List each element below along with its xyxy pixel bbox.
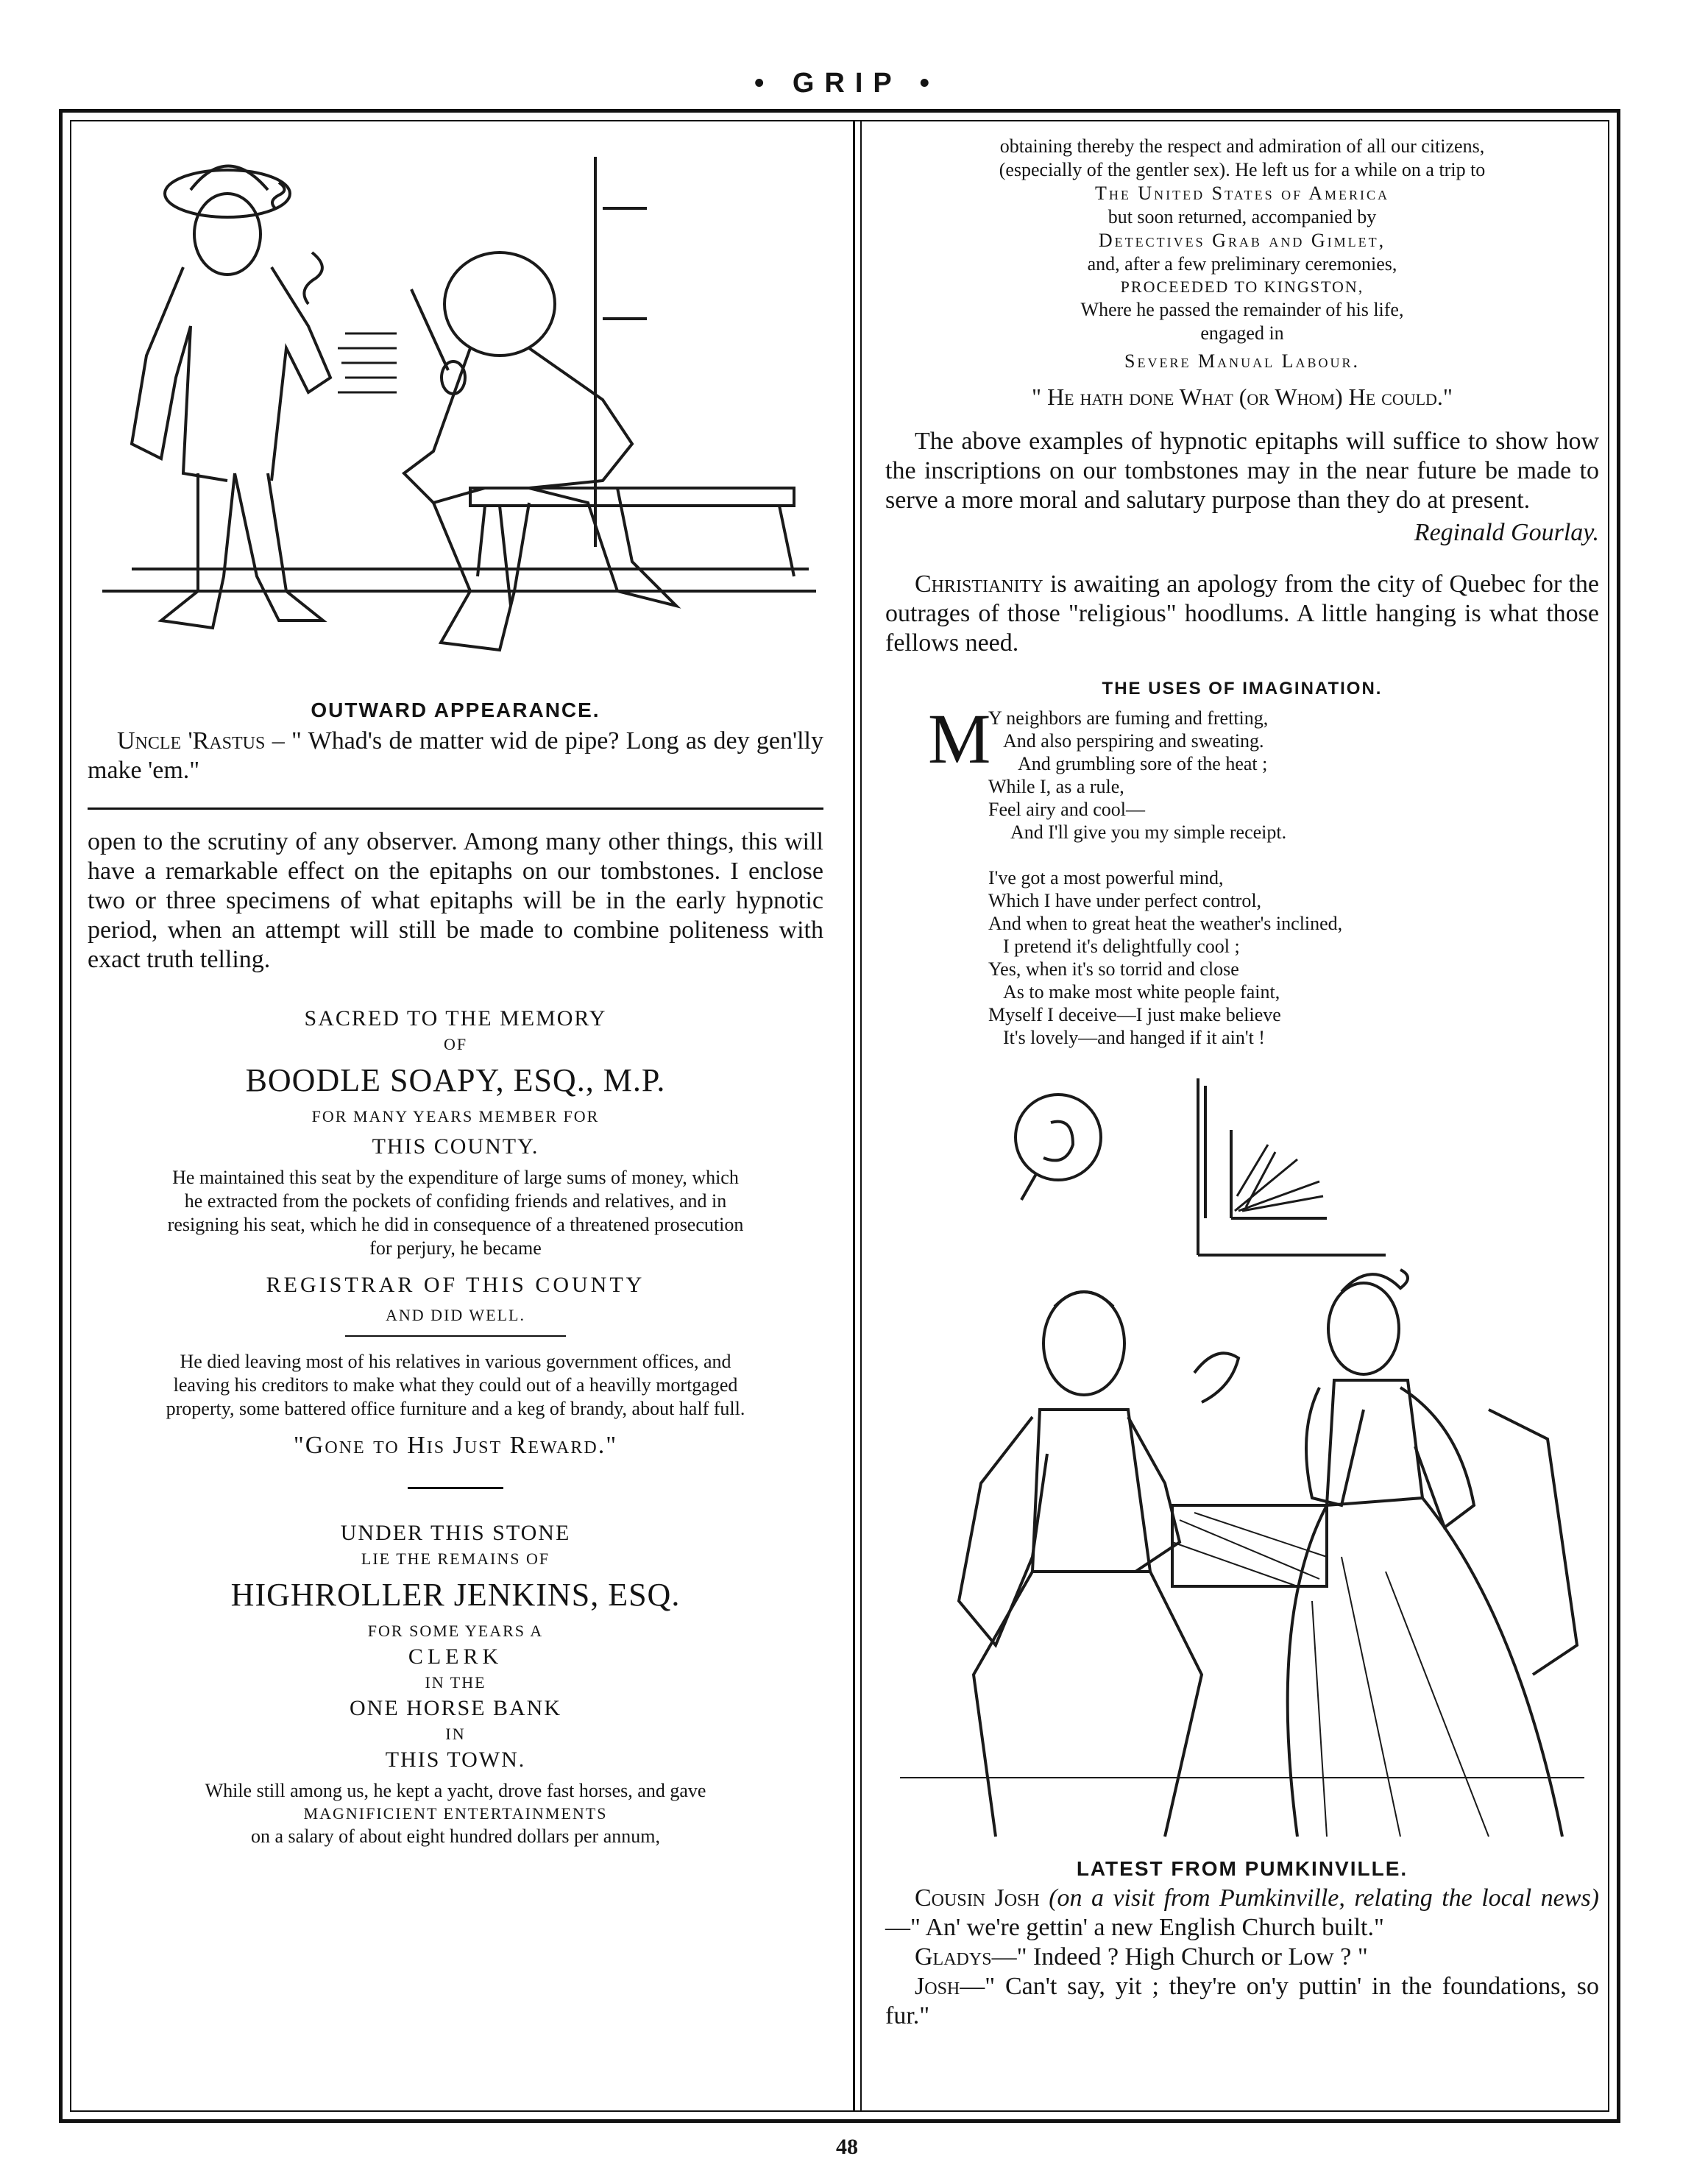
cartoon1-caption-text: – " Whad's de matter wid de pipe? Long as dey gen'lly make 'em." [88,727,824,784]
right-column [885,135,1599,2031]
epitaph1-line: FOR MANY YEARS MEMBER FOR [311,1107,600,1125]
epitaph1-heading: SACRED TO THE MEMORY [304,1006,607,1031]
epitaph2-cont-body: Where he passed the remainder of his life, engaged in [1080,299,1404,344]
epitaph2-line: THIS TOWN. [385,1747,526,1772]
epitaph2-cont-line: Detectives Grab and Gimlet, [1098,230,1386,251]
poem-line: And also perspiring and sweating. [1003,730,1264,752]
cartoon2-title: LATEST FROM PUMKINVILLE. [1076,1857,1408,1880]
gladys-line: —" Indeed ? High Church or Low ? " [991,1943,1368,1971]
epitaph2-cont-body: obtaining thereby the respect and admiration of all our citizens, (especially of the gentler sex). He left us for a while on a trip to [999,135,1486,180]
poem-line: I've got a most powerful mind, [988,867,1224,888]
cartoon2-caption-3 [885,1972,1599,2031]
poem-line: I pretend it's delightfully cool ; [1003,936,1240,957]
cartoon1-speaker: Uncle 'Rastus [117,727,266,754]
epitaph2-cont-body: but soon returned, accompanied by [1108,206,1377,227]
poem-line: Yes, when it's so torrid and close [988,958,1239,980]
poem-lines [988,707,1599,1049]
poem-line [988,844,1599,866]
josh-line-2: —" Can't say, yit ; they're on'y puttin' in the foundations, so fur." [885,1973,1599,2029]
epitaph1-name: BOODLE SOAPY, ESQ., M.P. [245,1062,666,1098]
josh-aside: (on a visit from Pumkinville, relating the local news) [1049,1884,1600,1912]
poem-line: It's lovely—and hanged if it ain't ! [1003,1027,1265,1048]
poem-line: And I'll give you my simple receipt. [1010,821,1287,843]
epitaph-separator [408,1487,503,1489]
left-column [88,135,823,1848]
epitaph-boodle-soapy [88,1004,823,1460]
epitaph2-line: MAGNIFICIENT ENTERTAINMENTS [303,1804,608,1823]
epitaph2-cont-line: The United States of America [1094,183,1389,204]
josh-line-1: —" An' we're gettin' a new English Church built." [885,1914,1384,1941]
poem-line: And grumbling sore of the heat ; [1018,753,1268,774]
epitaph2-heading: UNDER THIS STONE [340,1521,571,1545]
epitaph1-body: He died leaving most of his relatives in various government offices, and leaving his creditors to make what they could out of a heavilly mortgaged property, some battered office furniture and a keg of brandy, about half full. [166,1351,745,1419]
epitaph-highroller-jenkins [88,1519,823,1848]
epitaph2-body: on a salary of about eight hundred dollars per annum, [251,1826,660,1847]
poem-line: While I, as a rule, [988,776,1124,797]
epitaph2-body: While still among us, he kept a yacht, drove fast horses, and gave [205,1780,706,1801]
christianity-text: is awaiting an apology from the city of Quebec for the outrages of those "religious" hoodlums. A little hanging is what those fellows need. [885,570,1599,657]
epitaph1-body: He maintained this seat by the expenditure of large sums of money, which he extracted from the pockets of confiding friends and relatives, and in resigning his seat, which he did in consequence of a threatened prosecution for perjury, he became [167,1167,744,1259]
poem-dropcap: M [928,699,991,778]
epitaph2-continuation [885,135,1599,411]
epitaph2-line: ONE HORSE BANK [349,1696,561,1720]
epitaph2-line: FOR SOME YEARS A [367,1622,544,1640]
epitaph1-rule [345,1335,566,1337]
gladys-speaker: Gladys [915,1943,992,1971]
josh-speaker-2: Josh [915,1973,960,2000]
cartoon1-title: OUTWARD APPEARANCE. [311,699,600,721]
poem-line: And when to great heat the weather's inclined, [988,913,1343,934]
epitaph1-line: REGISTRAR OF THIS COUNTY [266,1273,645,1297]
poem-line: As to make most white people faint, [1003,981,1280,1003]
epitaph2-line: LIE THE REMAINS OF [361,1549,550,1568]
sun-thermometer-illustration [885,1071,1599,1262]
page-frame [59,109,1620,2123]
cartoon1-caption [88,727,823,785]
epitaph2-line: IN [445,1725,466,1743]
poem-line: Y neighbors are fuming and fretting, [988,707,1269,729]
page-number: 48 [836,2135,858,2159]
conclusion-paragraph: The above examples of hypnotic epitaphs will suffice to show how the inscriptions on our tombstones may in the near future be made to serve a more moral and salutary purpose than they do at present. [885,428,1599,514]
epitaph1-motto: "Gone to His Just Reward." [293,1432,618,1459]
josh-speaker: Cousin Josh [915,1884,1040,1912]
poem-line: Feel airy and cool— [988,799,1145,820]
section-rule [88,807,823,810]
epitaph2-cont-motto: " He hath done What (or Whom) He could." [1032,384,1453,410]
outward-appearance-illustration [88,135,823,694]
cartoon2-caption-1 [885,1884,1599,1943]
epitaph1-line: THIS COUNTY. [372,1134,539,1159]
poem-title: THE USES OF IMAGINATION. [1102,679,1383,699]
epitaph2-cont-line: Severe Manual Labour. [1124,350,1360,372]
poem-line: Myself I deceive—I just make believe [988,1004,1281,1025]
signature: Reginald Gourlay. [1414,519,1599,546]
epitaph2-name: HIGHROLLER JENKINS, ESQ. [230,1577,681,1613]
epitaph2-line: CLERK [408,1644,503,1669]
cartoon2-caption-2 [885,1943,1599,1972]
poem-line: Which I have under perfect control, [988,890,1262,911]
epitaph2-line: IN THE [425,1673,486,1692]
epitaph1-of: OF [443,1035,468,1053]
epitaph2-cont-line: PROCEEDED TO KINGSTON, [1120,278,1364,296]
pumkinville-illustration [885,1262,1599,1851]
christianity-word: Christianity [915,570,1043,598]
intro-paragraph: open to the scrutiny of any observer. Among many other things, this will have a remarkable effect on the epitaphs on our tombstones. I enclose two or three specimens of what epitaphs will be in the early hypnotic period, when an attempt will still be made to combine politeness with exact truth telling. [88,828,823,973]
poem [885,699,1599,1049]
christianity-paragraph [885,570,1599,658]
epitaph2-cont-body: and, after a few preliminary ceremonies, [1087,253,1397,275]
column-divider [853,120,855,2112]
masthead: • GRIP • [754,68,940,99]
epitaph1-line: AND DID WELL. [386,1306,525,1324]
